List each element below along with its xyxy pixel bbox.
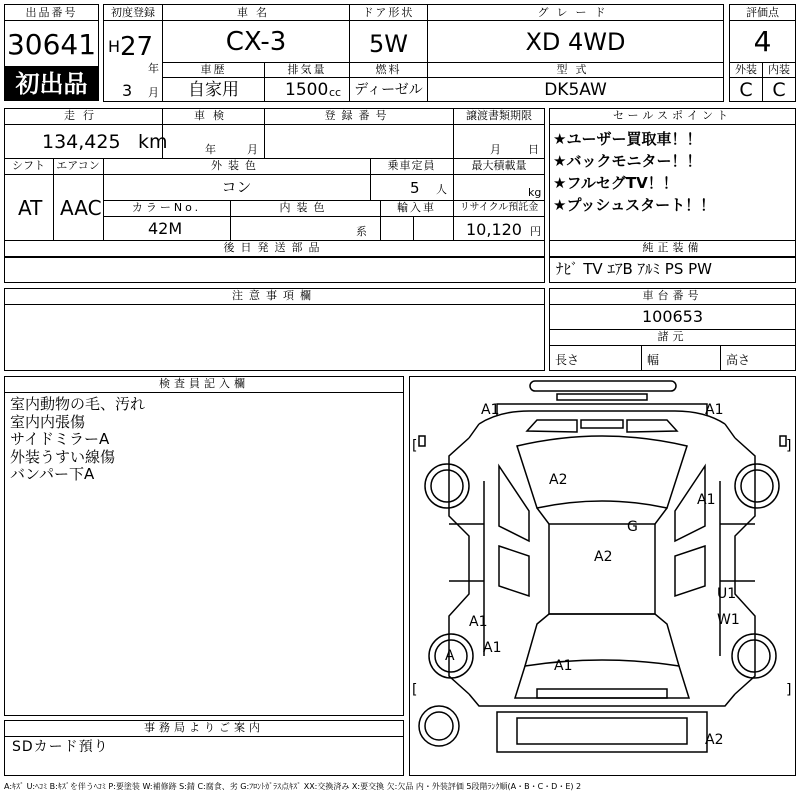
ext-color-value: コン [221, 178, 252, 196]
lot-number-label-cell [4, 4, 99, 21]
capacity-unit: 人 [436, 183, 447, 196]
sales-points-list [553, 128, 715, 216]
door-cell [349, 20, 428, 63]
displacement-label: 排気量 [287, 63, 327, 76]
shift-value: AT [18, 196, 43, 220]
genuine-equipment: ﾅﾋﾞ TV ｴｱB ｱﾙﾐ PS PW [556, 260, 712, 278]
lot-number: 30641 [6, 28, 97, 61]
exterior-label: 外装 [735, 63, 757, 76]
office-text: SDカード預り [12, 739, 109, 755]
month-unit: 月 [148, 86, 159, 99]
inspection-month-unit: 月 [247, 143, 258, 156]
inspector-note: 室内動物の毛、汚れ [10, 395, 146, 413]
grade-value: XD 4WD [525, 28, 626, 56]
damage-mark: A2 [705, 732, 724, 748]
car-name-label-cell [162, 4, 350, 21]
lot-number-cell [4, 20, 99, 67]
damage-mark: A1 [705, 402, 724, 418]
first-reg-year: 27 [120, 32, 154, 62]
grade-cell [427, 20, 724, 63]
displacement-unit: cc [329, 86, 342, 99]
recycle-label: リサイクル預託金 [459, 202, 539, 213]
door-label: ドア形状 [362, 6, 415, 19]
inspector-notes [10, 396, 145, 484]
inspection-label: 車検 [194, 109, 232, 122]
interior-label: 内装 [768, 63, 790, 76]
lot-number-label: 出品番号 [25, 6, 78, 19]
door-label-cell [349, 4, 428, 21]
sales-point-item: ★フルセグTV！！ [553, 174, 678, 192]
history-value: 自家用 [188, 80, 239, 100]
exterior-grade-cell [729, 77, 763, 102]
bracket-mark: [ [412, 438, 418, 454]
ac-value: AAC [60, 196, 102, 220]
fuel-label: 燃料 [375, 63, 402, 76]
max-load-unit: kg [528, 186, 542, 199]
inspector-label: 検査員記入欄 [159, 377, 249, 390]
damage-mark: A1 [697, 492, 716, 508]
transfer-day-unit: 日 [528, 143, 539, 156]
int-color-unit: 系 [356, 225, 367, 238]
bracket-mark: ] [786, 682, 792, 698]
history-cell [162, 77, 265, 102]
height-label: 高さ [726, 353, 751, 367]
exterior-grade: C [739, 79, 753, 101]
damage-mark: A [445, 648, 455, 664]
interior-grade-cell [762, 77, 796, 102]
genuine-equipment-cell [549, 256, 796, 283]
color-no-value: 42M [148, 219, 183, 238]
sales-point-item: ★ユーザー買取車！！ [553, 130, 702, 148]
damage-mark: G [627, 519, 638, 535]
first-reg-month: 3 [122, 81, 133, 100]
model-code-label-cell [427, 62, 724, 78]
inspection-year-unit: 年 [205, 143, 216, 156]
grade-label: グレード [537, 6, 614, 19]
model-code-cell [427, 77, 724, 102]
color-no-label: カラーNo. [131, 201, 202, 214]
damage-mark: A2 [549, 472, 568, 488]
sales-points-label: セールスポイント [612, 109, 732, 122]
first-listing-text: 初出品 [15, 70, 88, 98]
damage-mark: A1 [481, 402, 500, 418]
inspector-note: バンパー下A [10, 465, 95, 483]
ext-color-label: 外装色 [211, 159, 262, 172]
model-code-label: 型式 [556, 63, 595, 76]
mileage-label: 走行 [64, 109, 102, 122]
damage-mark: A1 [554, 658, 573, 674]
chassis-number: 100653 [641, 307, 704, 326]
recycle-unit: 円 [530, 225, 541, 238]
displacement-value: 1500 [285, 80, 329, 100]
bracket-mark: [ [412, 682, 418, 698]
damage-mark: A1 [469, 614, 488, 630]
office-label: 事務局よりご案内 [144, 721, 264, 734]
car-name: CX-3 [225, 27, 287, 57]
history-label-cell [162, 62, 265, 78]
length-label: 長さ [555, 353, 580, 367]
displacement-cell [264, 77, 350, 102]
damage-mark: A2 [594, 549, 613, 565]
damage-mark: W1 [717, 612, 740, 628]
car-damage-diagram [409, 376, 796, 776]
first-listing-badge [4, 66, 99, 101]
recycle-value: 10,120 [466, 220, 522, 239]
capacity-label: 乗車定員 [387, 159, 436, 172]
later-parts-label: 後日発送部品 [223, 241, 326, 254]
mileage-value: 134,425 [42, 131, 121, 153]
damage-mark: U1 [717, 586, 737, 602]
interior-label-cell [762, 62, 796, 78]
score-cell [729, 20, 796, 63]
sales-point-item: ★プッシュスタート！！ [553, 196, 716, 214]
caution-label: 注意事項欄 [232, 289, 317, 302]
ac-label: エアコン [56, 159, 100, 172]
score-label: 評価点 [746, 6, 779, 19]
transfer-doc-label: 譲渡書類期限 [466, 109, 532, 122]
displacement-label-cell [264, 62, 350, 78]
mileage-unit: km [138, 131, 168, 153]
specs-label: 諸元 [657, 330, 688, 343]
first-reg-label: 初度登録 [111, 6, 155, 19]
width-label: 幅 [647, 353, 660, 367]
fuel-value: ディーゼル [354, 82, 423, 98]
year-unit: 年 [148, 62, 159, 75]
first-reg-label-cell [103, 4, 163, 21]
door-value: 5W [369, 30, 408, 58]
int-color-label: 内装色 [279, 201, 331, 214]
later-parts-cell [4, 256, 545, 283]
inspector-note: サイドミラーA [10, 430, 110, 448]
model-code: DK5AW [544, 80, 607, 100]
first-reg-cell [103, 20, 163, 102]
sales-point-item: ★バックモニター！！ [553, 152, 702, 170]
history-label: 車歴 [200, 63, 227, 76]
chassis-label: 車台番号 [642, 289, 703, 302]
inspector-note: 室内内張傷 [10, 412, 86, 431]
exterior-label-cell [729, 62, 763, 78]
damage-mark: A1 [483, 640, 502, 656]
max-load-label: 最大積載量 [471, 159, 527, 172]
transfer-month-unit: 月 [490, 143, 501, 156]
import-label: 輸入車 [397, 201, 436, 214]
score-value: 4 [753, 25, 772, 58]
interior-grade: C [772, 79, 786, 101]
grade-label-cell [427, 4, 724, 21]
capacity-value: 5 [410, 179, 420, 197]
bracket-mark: ] [786, 438, 792, 454]
era: H [108, 37, 121, 56]
inspector-note: 外装うすい線傷 [10, 447, 116, 466]
car-name-label: 車名 [237, 6, 275, 19]
score-label-cell [729, 4, 796, 21]
shift-label: シフト [12, 159, 45, 172]
fuel-cell [349, 77, 428, 102]
damage-legend: A:ｷｽﾞ U:ﾍｺﾐ B:ｷｽﾞを伴うﾍｺﾐ P:要塗装 W:補修跡 S:錆 C:腐食、劣 G:ﾌﾛﾝﾄｶﾞﾗｽ点ｷｽﾞ XX:交換済み X:要交換 欠:欠品 内・外装評価 5段階ﾗﾝｸ順(A・B・C・D・E) 2 [4, 782, 582, 791]
fuel-label-cell [349, 62, 428, 78]
reg-number-label: 登録番号 [324, 109, 393, 122]
genuine-label: 純正装備 [642, 241, 703, 254]
car-name-cell [162, 20, 350, 63]
